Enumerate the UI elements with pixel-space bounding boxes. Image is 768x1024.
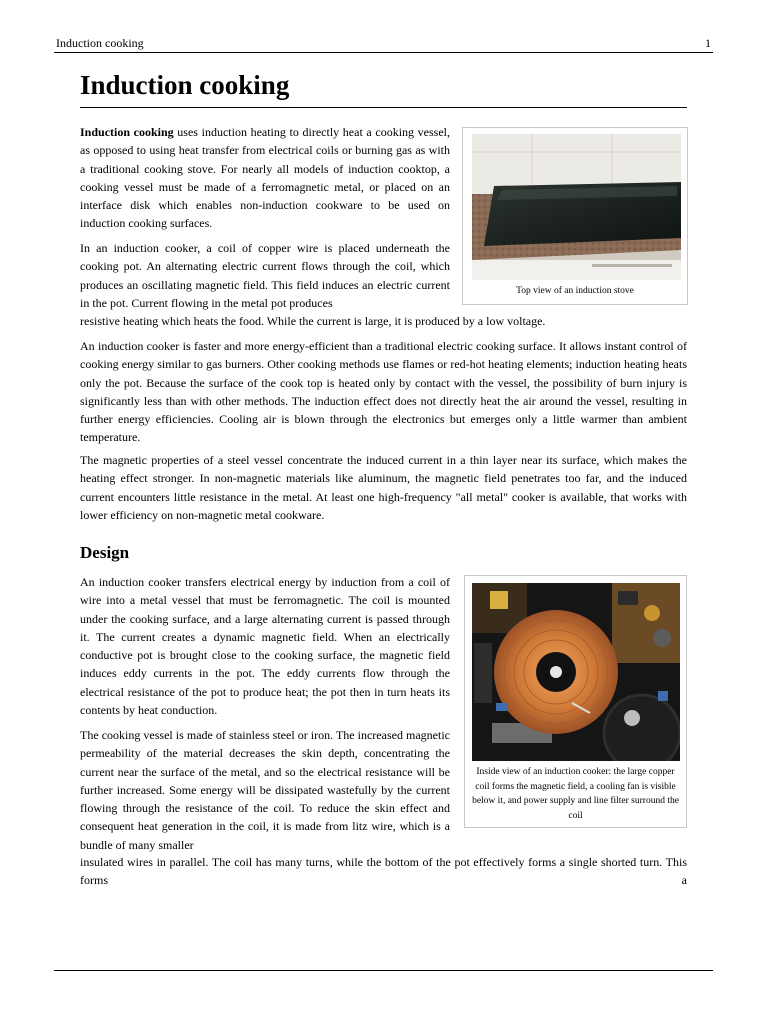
stove-figure (462, 127, 688, 305)
stove-caption: Top view of an induction stove (516, 286, 634, 296)
page-number: 1 (705, 36, 711, 50)
page-title: Induction cooking (80, 70, 687, 108)
induction-cooker-internal-photo (472, 583, 680, 761)
cooker-caption: Inside view of an induction cooker: the large copper coil forms the magnetic field, a cooling fan is visible below it, and power supply and line filter surround the coil (472, 767, 679, 821)
running-header (54, 36, 713, 53)
footer-rule (54, 970, 713, 971)
design-paragraph-2-tail: insulated wires in parallel. The coil has many turns, while the bottom of the pot effectively forms a single shorted turn. This forms a (80, 855, 687, 888)
intro-paragraph-3: An induction cooker is faster and more energy-efficient than a traditional electric cooking surface. It allows instant control of cooking energy similar to gas burners. Other cooking methods use flames or red-hot heating elements; induction heating heats only the pot. Because the surface of the cook top is heated only by contact with the vessel, the possibility of burn injury is significantly less than with other methods. The induction effect does not directly heat the air around the vessel, resulting in further energy efficiencies. Cooling air is blown through the electronics but emerges only a little warmer than ambient temperature. (80, 339, 687, 445)
intro-paragraph-1 (80, 123, 450, 233)
intro-paragraph-2 (80, 239, 450, 312)
induction-stove-photo (472, 134, 681, 280)
cooker-figure (464, 575, 687, 828)
design-paragraph-2: The cooking vessel is made of stainless steel or iron. The increased magnetic permeability of the material decreases the skin depth, concentrating the current near the surface of the metal, and so the electrical resistance will be further increased. Some energy will be dissipated wastefully by the current flowing through the resistance of the coil. To reduce the skin effect and consequent heat generation in the coil, it is made from litz wire, which is a bundle of many smaller (80, 728, 450, 852)
running-header-title: Induction cooking (56, 36, 144, 50)
design-paragraph-1: An induction cooker transfers electrical energy by induction from a coil of wire into a metal vessel that must be ferromagnetic. The coil is mounted under the cooking surface, and a large alternating current is passed through it. The current creates a dynamic magnetic field. When an electrically conductive pot is brought close to the cooking surface, the magnetic field induces eddy currents in the pot. The eddy currents flow through the electrical resistance of the pot to produce heat; the pot then in turn heats its contents by heat conduction. (80, 575, 450, 718)
intro-paragraph-2-tail: resistive heating which heats the food. While the current is large, it is produced by a low voltage. (80, 314, 546, 328)
intro-paragraph-1-text: uses induction heating to directly heat a cooking vessel, as opposed to using heat transfer from electrical coils or burning gas as with a traditional cooking stove. For nearly all models of induction cooktop, a cooking vessel must be made of a ferromagnetic metal, or placed on an interface disk which enables non-induction cookware to be used on induction cooking surfaces. (80, 125, 450, 231)
section-heading-design: Design (80, 543, 130, 562)
intro-bold-term: Induction cooking (80, 125, 174, 139)
intro-paragraph-4: The magnetic properties of a steel vessel concentrate the induced current in a thin layer near its surface, which makes the heating effect stronger. In non-magnetic materials like aluminum, the magnetic field penetrates too far, and the induced current encounters little resistance in the metal. At least one high-frequency "all metal" cooker is available, that works with lower efficiency on non-magnetic metal cookware. (80, 453, 687, 522)
intro-paragraph-2-text: In an induction cooker, a coil of copper wire is placed underneath the cooking pot. An alternating electric current flows through the coil, which produces an oscillating magnetic field. This field induces an electric current in the pot. Current flowing in the metal pot produces (80, 241, 450, 310)
